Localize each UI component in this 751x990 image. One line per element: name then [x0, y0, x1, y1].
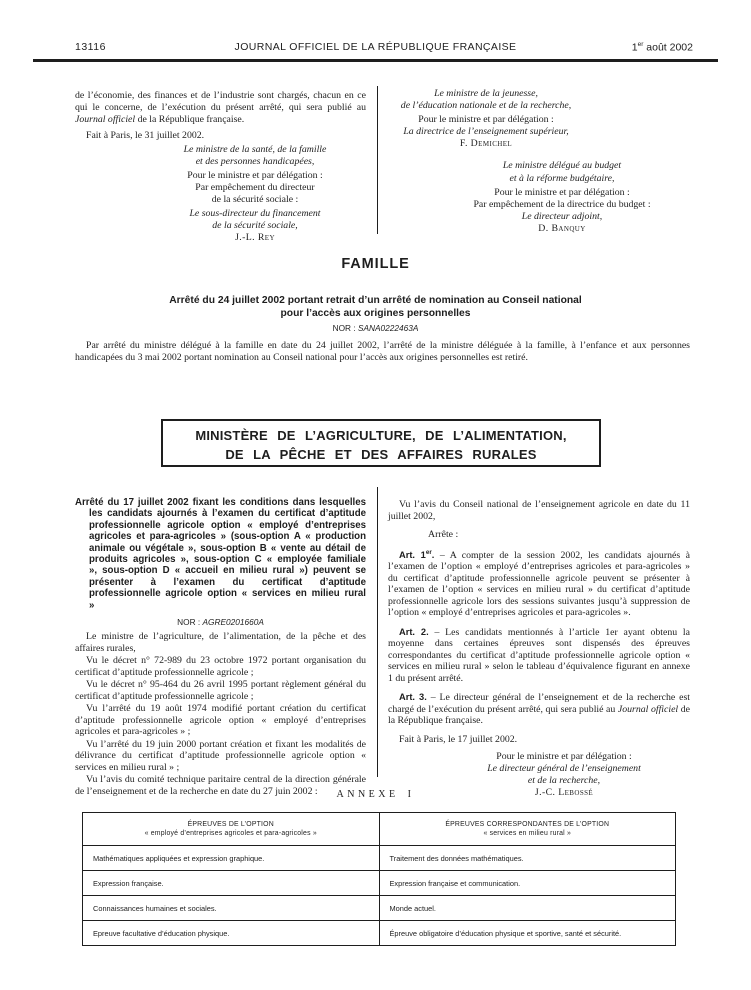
nor-value: AGRE0201660A [202, 617, 264, 628]
article-label-period: . [424, 692, 427, 703]
ministry-heading-line1: MINISTÈRE DE L’AGRICULTURE, DE L’ALIMENTATION, [195, 428, 567, 443]
article-3-paragraph [388, 689, 690, 727]
table-header-row [83, 813, 676, 846]
annexe-title [0, 786, 751, 800]
signature-empechement-line: Par empêchement de la directrice du budget : [473, 198, 651, 210]
signature-block-budget [444, 160, 680, 235]
previous-arrete-left-column [75, 90, 366, 245]
article-label-text: Art. 1 [399, 549, 426, 560]
table-cell: Monde actuel. [379, 896, 676, 921]
signature-role-line: et des personnes handicapées, [195, 155, 315, 167]
table-row [83, 921, 676, 946]
visa-conseil-paragraph: Vu l’avis du Conseil national de l’enseignement agricole en date du 11 juillet 2002, [388, 499, 690, 522]
table-cell: Épreuve obligatoire d’éducation physique et sportive, santé et sécurité. [379, 921, 676, 946]
page-number: 13116 [75, 41, 106, 53]
article-text-end: de la République française. [388, 703, 690, 727]
table-header-line2: « employé d’entreprises agricoles et para-agricoles » [144, 830, 317, 837]
article-text-italic: Journal officiel [617, 703, 679, 715]
article-label-ordinal: er [425, 548, 432, 556]
equivalence-table-grid [82, 812, 676, 946]
table-cell: Mathématiques appliquées et expression graphique. [83, 846, 380, 871]
signer-role-line: La directrice de l’enseignement supérieur, [403, 126, 569, 138]
famille-arrete-title [70, 295, 681, 320]
article-label [399, 627, 429, 637]
signature-delegation-line: Pour le ministre et par délégation : [418, 114, 554, 126]
annexe-word: ANNEXE [336, 789, 399, 800]
arrete-word: Arrête : [428, 529, 459, 540]
article-label-period: . [431, 549, 435, 560]
continuation-text-1: de l’économie, des finances et de l’industrie sont chargés, chacun en ce qui le concerne, de l’exécution du présent arrêté, qui sera publié au [75, 90, 366, 114]
signature-role-line: Le ministre de la jeunesse, [434, 88, 538, 99]
signer-name: F. Demichel [459, 138, 513, 150]
agriculture-arrete-left-column [75, 497, 366, 797]
article-label [399, 550, 434, 560]
famille-arrete-title-line1: Arrêté du 24 juillet 2002 portant retrait d’un arrêté de nomination au Conseil national [169, 295, 582, 306]
header-rule [33, 59, 718, 62]
table-row [83, 846, 676, 871]
issue-date-day: 1 [631, 41, 638, 54]
column-divider-top [377, 86, 378, 234]
signature-role-line: Le ministre de la santé, de la famille [183, 143, 327, 155]
journal-officiel-italic: Journal officiel [75, 114, 136, 126]
signature-delegation-line: Pour le ministre et par délégation : [494, 186, 630, 198]
annexe-number: I [407, 789, 415, 800]
agriculture-arrete-right-column [388, 498, 690, 798]
signature-block-sante [144, 144, 366, 245]
signature-empechement-line: Par empêchement du directeur [195, 182, 315, 194]
article-2-paragraph [388, 624, 690, 685]
signature-role-line: et à la réforme budgétaire, [509, 172, 615, 184]
table-header-line2: « services en milieu rural » [483, 830, 572, 837]
signature-delegation-line: Pour le ministre et par délégation : [187, 170, 323, 181]
nor-value: SANA0222463A [357, 323, 419, 333]
signature-empechement-line: de la sécurité sociale : [211, 194, 299, 206]
fait-paris-line: Fait à Paris, le 17 juillet 2002. [399, 733, 518, 745]
fait-paris-line: Fait à Paris, le 31 juillet 2002. [86, 129, 205, 141]
table-cell: Epreuve facultative d’éducation physique. [83, 921, 380, 946]
previous-arrete-right-column [388, 88, 690, 235]
signer-name: D. Banquy [538, 222, 586, 234]
continuation-paragraph [75, 90, 366, 127]
signer-name: J.-L. Rey [235, 232, 275, 244]
famille-section-title: FAMILLE [341, 256, 410, 272]
signature-role-line: de l’éducation nationale et de la recherche, [400, 100, 572, 112]
article-1-paragraph [388, 547, 690, 619]
famille-body-paragraph: Par arrêté du ministre délégué à la famille en date du 24 juillet 2002, l’arrêté de la ministre déléguée à la famille, à l’enfance et aux personnes handicapées du 3 mai 2002 portant nomination au Conseil national pour l’accès aux origines personnelles est retiré. [75, 340, 690, 364]
column-divider-articles [377, 487, 378, 777]
signature-role-line: Le ministre délégué au budget [502, 160, 622, 172]
visa-paragraph: Vu le décret n° 95-464 du 26 avril 1995 portant règlement général du certificat d’aptitude professionnelle agricole ; [75, 679, 366, 702]
ministry-heading-line2: DE LA PÊCHE ET DES AFFAIRES RURALES [225, 447, 537, 462]
famille-nor-line [0, 323, 751, 333]
signer-role-line: Le directeur adjoint, [521, 210, 603, 222]
table-row [83, 896, 676, 921]
issue-date-ordinal: er [637, 41, 644, 48]
visa-paragraph: Vu l’arrêté du 19 août 1974 modifié portant création du certificat d’aptitude professionnelle agricole option « employé d’entreprises agricoles et para-agricoles » ; [75, 703, 366, 738]
table-cell: Expression française et communication. [379, 871, 676, 896]
nor-label: NOR : [177, 617, 201, 628]
visa-paragraph: Vu l’avis du comité technique paritaire central de la direction générale de l’enseignement et de la recherche en date du 27 juin 2002 : [75, 774, 366, 797]
article-text: – Le directeur général de l’enseignement et de la recherche est chargé de l’exécution du présent arrêté, qui sera publié au [388, 692, 690, 715]
article-label-period: . [426, 626, 429, 637]
table-cell: Expression française. [83, 871, 380, 896]
visa-paragraph: Vu l’arrêté du 19 juin 2000 portant création et fixant les modalités de délivrance du certificat d’aptitude professionnelle agricole option « services en milieu rural » ; [75, 738, 366, 773]
article-text: – A compter de la session 2002, les candidats ajournés à l’examen de l’option « employé d’entreprises agricoles et para-agricoles » du certificat d’aptitude professionnelle agricole peuvent se présenter à l’examen de l’option « services en milieu rural » du certificat d’aptitude professionnelle agricole lors des sessions suivantes jusqu’à suppression de l’option « employé d’entreprises agricoles et para-agricoles ». [388, 549, 691, 619]
visa-paragraph: Vu le décret n° 72-989 du 23 octobre 1972 portant organisation du certificat d’aptitude professionnelle agricole ; [75, 655, 366, 678]
table-header-option-left [83, 813, 380, 846]
visa-paragraph: Le ministre de l’agriculture, de l’alimentation, de la pêche et des affaires rurales, [75, 631, 366, 654]
article-label [399, 692, 427, 702]
agriculture-arrete-title: Arrêté du 17 juillet 2002 fixant les conditions dans lesquelles les candidats ajournés à l’examen du certificat d’aptitude professionnelle agricole option « employé d’entreprises agricoles et para-agricoles » (sous-option A « production animale ou végétale », sous-option B « vente au détail de produits agricoles », sous-option C « employée familiale », sous-option D « accueil en milieu rural ») peuvent se présenter à l’examen du certificat d’aptitude professionnelle agricole option « services en milieu rural » [75, 497, 366, 611]
signer-role-line: Le directeur général de l’enseignement [487, 763, 641, 775]
article-text: – Les candidats mentionnés à l’article 1er ayant obtenu la moyenne dans certaines épreuves sont dispensés des épreuves correspondantes du certificat d’aptitude professionnelle agricole option « services en milieu rural » selon le tableau d’équivalence figurant en annexe 1 du présent arrêté. [388, 626, 691, 684]
table-cell: Traitement des données mathématiques. [379, 846, 676, 871]
article-label-text: Art. 2 [399, 626, 427, 637]
ministry-heading-box [161, 419, 601, 467]
table-header-line1: ÉPREUVES CORRESPONDANTES DE L’OPTION [445, 820, 610, 828]
continuation-text-2: de la République française. [135, 114, 245, 126]
famille-arrete-title-line2: pour l’accès aux origines personnelles [280, 307, 471, 319]
table-header-option-right [379, 813, 676, 846]
issue-date [632, 41, 693, 54]
signer-role-line: Le sous-directeur du financement [189, 208, 321, 220]
signer-role-line: de la sécurité sociale, [212, 220, 298, 232]
issue-date-rest: août 2002 [643, 41, 693, 54]
journal-title: JOURNAL OFFICIEL DE LA RÉPUBLIQUE FRANÇAISE [234, 41, 517, 53]
table-cell: Connaissances humaines et sociales. [83, 896, 380, 921]
signer-name: J.-C. Lebossé [534, 786, 594, 798]
agriculture-nor-line [75, 617, 366, 627]
signature-delegation-line: Pour le ministre et par délégation : [496, 751, 632, 763]
nor-label: NOR : [332, 323, 356, 333]
table-header-line1: ÉPREUVES DE L’OPTION [187, 820, 274, 828]
article-label-text: Art. 3 [399, 692, 425, 703]
signer-role-line: et de la recherche, [527, 774, 601, 786]
equivalence-table [82, 812, 676, 946]
signature-block-jeunesse [388, 88, 584, 150]
table-row [83, 871, 676, 896]
